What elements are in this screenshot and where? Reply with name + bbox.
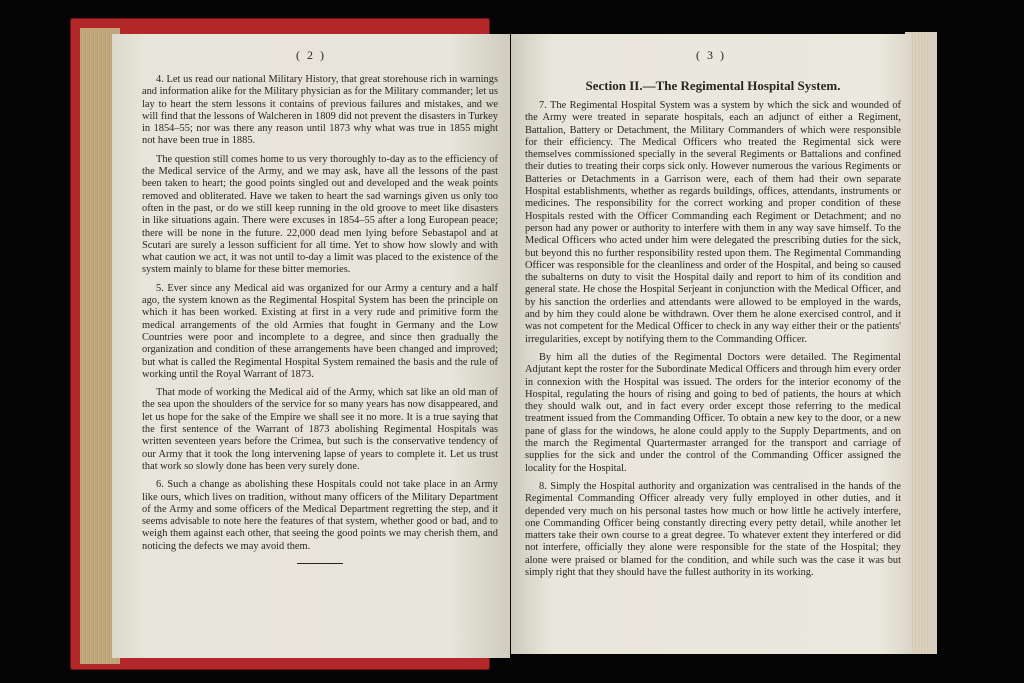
right-page (511, 34, 911, 654)
paragraph: 6. Such a change as abolishing these Hospitals could not take place in an Army like ours, which lives on tradition, without many officers of the Military Department of the Army and some officers of the Medical Department regretting the step, and it seems advisable to note here the features of that system, whether good or bad, and to weigh them against each other, that seeing the good points we may cherish them, and noticing the defects we may avoid them. (142, 479, 498, 552)
page-number: ( 2 ) (296, 48, 326, 62)
paragraph: 8. Simply the Hospital authority and organization was centralised in the hands of the Regimental Commanding Officer already very fully employed in other duties, and it depended very much on his personal tastes how much or how little he actively interfere, one Commanding Officer being constantly directing every petty detail, while another let matters take their own course to a great degree. To whatever extent they interfered or did not interfere, officially they alone were responsible for the state of the Hospital; they alone were praised or blamed for the condition, and while such was the case it was but simply right that they should have the fullest authority in its working. (525, 480, 901, 578)
section-heading: Section II.—The Regimental Hospital System. (585, 78, 841, 93)
page-number: ( 3 ) (696, 48, 726, 62)
paragraph: 7. The Regimental Hospital System was a system by which the sick and wounded of the Army were treated in separate hospitals, each an adjunct of either a Regiment, Battalion, Battery or Detachment, the Military Commanders of which were responsible for their efficiency. The Medical Officers who treated the Regimental sick were themselves commissioned specially in the several Regiments or Battalions and confined their duties to treating their corps sick only. However numerous the various Regiments or Batteries or Detachments in a Garrison were, each of them had their own separate Hospital establishments, whether as regards buildings, offices, attendants, instruments or medicines. The responsibility for the correct working and proper condition of these Hospitals rested with the Officer Commanding each Regiment or Detachment; and no person had any power or authority to interfere with them in any way save himself. To the Medical Officers who acted under him were delegated the prescribing duties for the sick, but beyond this no further responsibility rested upon them. The Regimental Commanding Officer was responsible for the cleanliness and order of the Hospital, and being so caused the subalterns on duty to visit the Hospital daily and report to him of its condition and general state. He chose the Hospital Serjeant in conjunction with the Medical Officer, and by his sanction the orderlies and attendants were allowed to be employed in the wards, and by him they could alone be withdrawn. Over them he alone exercised control, and it was not competent for the Medical Officer to check in any way either their or the patients' irregularities, except by notifying them to the Commanding Officer. (525, 100, 901, 345)
paragraph: That mode of working the Medical aid of the Army, which sat like an old man of the sea upon the shoulders of the service for so many years has now disappeared, and let us hope for the sake of the Empire we shall see it no more. It is a true saying that the first sentence of the Warrant of 1873 abolishing Regimental Hospitals was written seventeen years before the Crimea, but such is the conservative tendency of our Army that it took the long intervening lapse of years to complete it. Let us trust that work so slowly done has been very surely done. (142, 387, 498, 472)
left-page (112, 34, 510, 658)
paragraph: By him all the duties of the Regimental Doctors were detailed. The Regimental Adjutant kept the roster for the Subordinate Medical Officers and through him every order in connexion with the Hospital was issued. The orders for the interior economy of the Hospital, regulating the hours of rising and going to bed of patients, the hours at which they should walk out, and in fact every order except those referring to the medical treatment issued from the Commanding Officer. To obtain a new key to the door, or a new pane of glass for the windows, he alone could apply to the Supply Departments, and on the march the Regimental Quartermaster arranged for the transport and carriage of supplies for the sick and under the control of the Commanding Officer assigned the locality for the Hospital. (525, 351, 901, 474)
paragraph: 5. Ever since any Medical aid was organized for our Army a century and a half ago, the system known as the Regimental Hospital System has been the principle on which it has been worked. Existing at first in a very rude and primitive form the medical arrangements of the old Armies that fought in Germany and the Low Countries were poor and incomplete to a degree, and since then gradually the organization and condition of these arrangements have been changed and improved; but what is called the Regimental Hospital System remained the basis and the rule of working until the Royal Warrant of 1873. (142, 282, 498, 380)
end-rule (297, 563, 343, 564)
paragraph: 4. Let us read our national Military History, that great storehouse rich in warnings and information alike for the Military physician as for the Military commander; let us lay to heart the stern lessons it contains of previous failures and mistakes, and we will find that the lessons of Walcheren in 1809 did not prevent the disasters in Turkey in 1854–55; nor was there any reason until 1873 why what was true in 1855 might not have been true in 1885. (142, 74, 498, 147)
paragraph: The question still comes home to us very thoroughly to-day as to the efficiency of the Medical service of the Army, and we may ask, have all the lessons of the past been taken to heart; the good points singled out and developed and the weak points removed and obliterated. Have we taken to heart the sad warnings given us only too often in the past, or do we still keep running in the old groove to meet like disasters in like situations again. There were excuses in 1854–55 after a long European peace; there will be none in the future. 22,000 dead men lying before Sebastapol and at Scutari are surely a lesson sufficient for all time. Yet to show how slowly and with what caution we act, it was not until to-day a limit was placed to the existence of the system mainly to blame for these bitter memories. (142, 153, 498, 276)
page-body (525, 100, 901, 585)
page-body (142, 74, 498, 564)
